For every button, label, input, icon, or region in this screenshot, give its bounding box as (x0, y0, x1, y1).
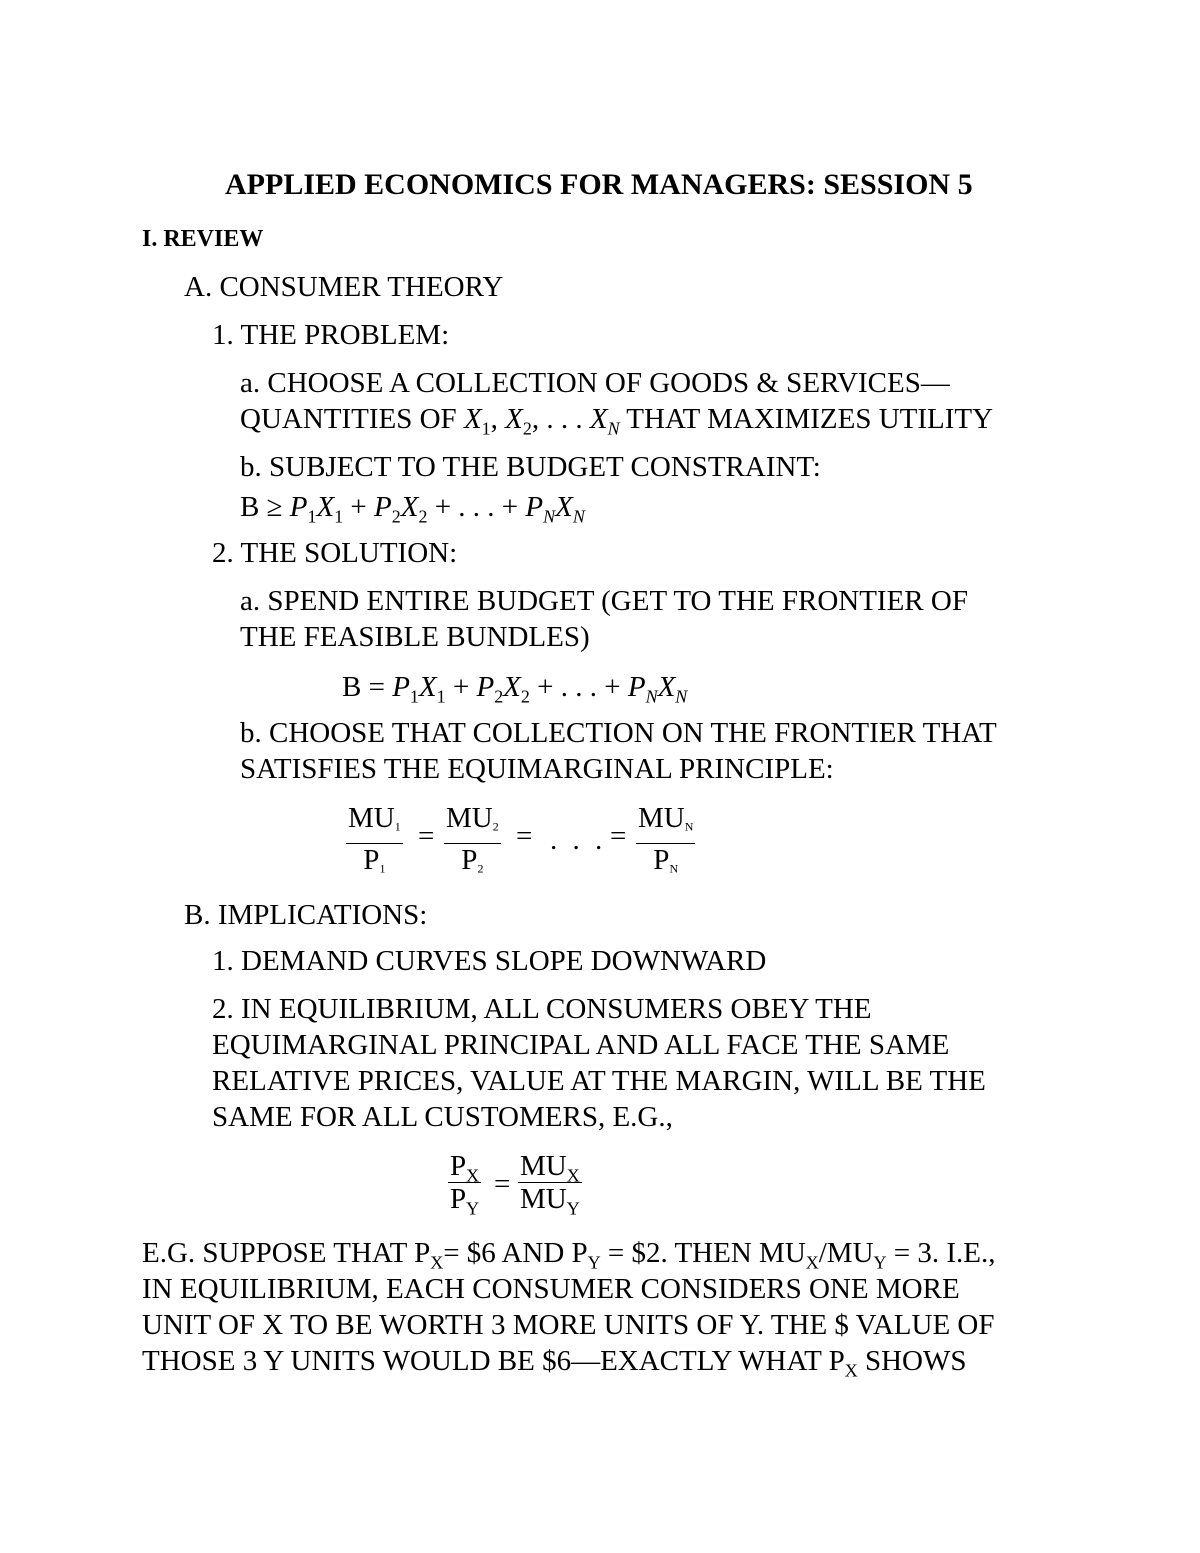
solution-b-line1: b. CHOOSE THAT COLLECTION ON THE FRONTIER THAT (240, 717, 997, 749)
equals-sign: = (494, 1168, 511, 1200)
problem-b-line1: b. SUBJECT TO THE BUDGET CONSTRAINT: (240, 451, 821, 483)
fraction-mux-muy: $MU_X$ $MU_Y$ (520, 1150, 580, 1219)
solution-a-line1: a. SPEND ENTIRE BUDGET (GET TO THE FRONTIER OF (240, 585, 968, 617)
equals-sign: = (516, 820, 533, 852)
implication-2-line4: SAME FOR ALL CUSTOMERS, E.G., (212, 1101, 673, 1133)
budget-equation: $B = P_1X_1 + P_2X_2$ + . . . + $P_NX_N$ (342, 671, 688, 707)
implication-2-line2: EQUIMARGINAL PRINCIPAL AND ALL FACE THE SAME (212, 1029, 950, 1061)
solution-b-line2: SATISFIES THE EQUIMARGINAL PRINCIPLE: (240, 753, 834, 785)
heading-the-problem: 1. THE PROBLEM: (212, 319, 450, 351)
example-line1: E.G. SUPPOSE THAT $P_X=$ $6 AND $P_Y$ = $2. THEN $MU_X/MU_Y = 3$. I.E., (142, 1237, 996, 1273)
budget-constraint-inequality: $B \ge P_1X_1 + P_2X_2$ + . . . + $P_NX_N$ (240, 491, 585, 527)
fraction-px-py: $\frac{P_X}{P_Y}$ (450, 1150, 480, 1219)
implication-2-line3: RELATIVE PRICES, VALUE AT THE MARGIN, WILL BE THE (212, 1065, 986, 1097)
equals-sign: = (418, 820, 435, 852)
problem-a-line1: a. CHOOSE A COLLECTION OF GOODS & SERVICES— (240, 367, 950, 399)
implication-1: 1. DEMAND CURVES SLOPE DOWNWARD (212, 945, 767, 977)
heading-implications: B. IMPLICATIONS: (184, 899, 428, 931)
problem-a-line2: QUANTITIES OF $X_1$, $X_2$, . . . $X_N$ THAT MAXIMIZES UTILITY (240, 403, 994, 439)
implication-2-line1: 2. IN EQUILIBRIUM, ALL CONSUMERS OBEY THE (212, 993, 872, 1025)
fraction-mu2-p2: $\frac{MU2}{P2}$ (446, 802, 499, 876)
equals-sign: = (610, 820, 627, 852)
ellipsis: . . . (550, 824, 607, 856)
heading-consumer-theory: A. CONSUMER THEORY (184, 271, 504, 303)
example-line3: UNIT OF X TO BE WORTH 3 MORE UNITS OF Y. THE $ VALUE OF (142, 1309, 995, 1341)
fraction-mun-pn: MUN PN (638, 802, 694, 876)
solution-a-line2: THE FEASIBLE BUNDLES) (240, 621, 590, 653)
section-review: I. REVIEW (142, 226, 264, 252)
fraction-mu1-p1: $\frac{MU1}{P1}$ (348, 802, 401, 876)
example-line2: IN EQUILIBRIUM, EACH CONSUMER CONSIDERS ONE MORE (142, 1273, 960, 1305)
example-line4: THOSE 3 Y UNITS WOULD BE $6—EXACTLY WHAT $P_X$ SHOWS (142, 1345, 967, 1381)
page-title: APPLIED ECONOMICS FOR MANAGERS: SESSION 5 (225, 168, 973, 201)
heading-the-solution: 2. THE SOLUTION: (212, 537, 458, 569)
